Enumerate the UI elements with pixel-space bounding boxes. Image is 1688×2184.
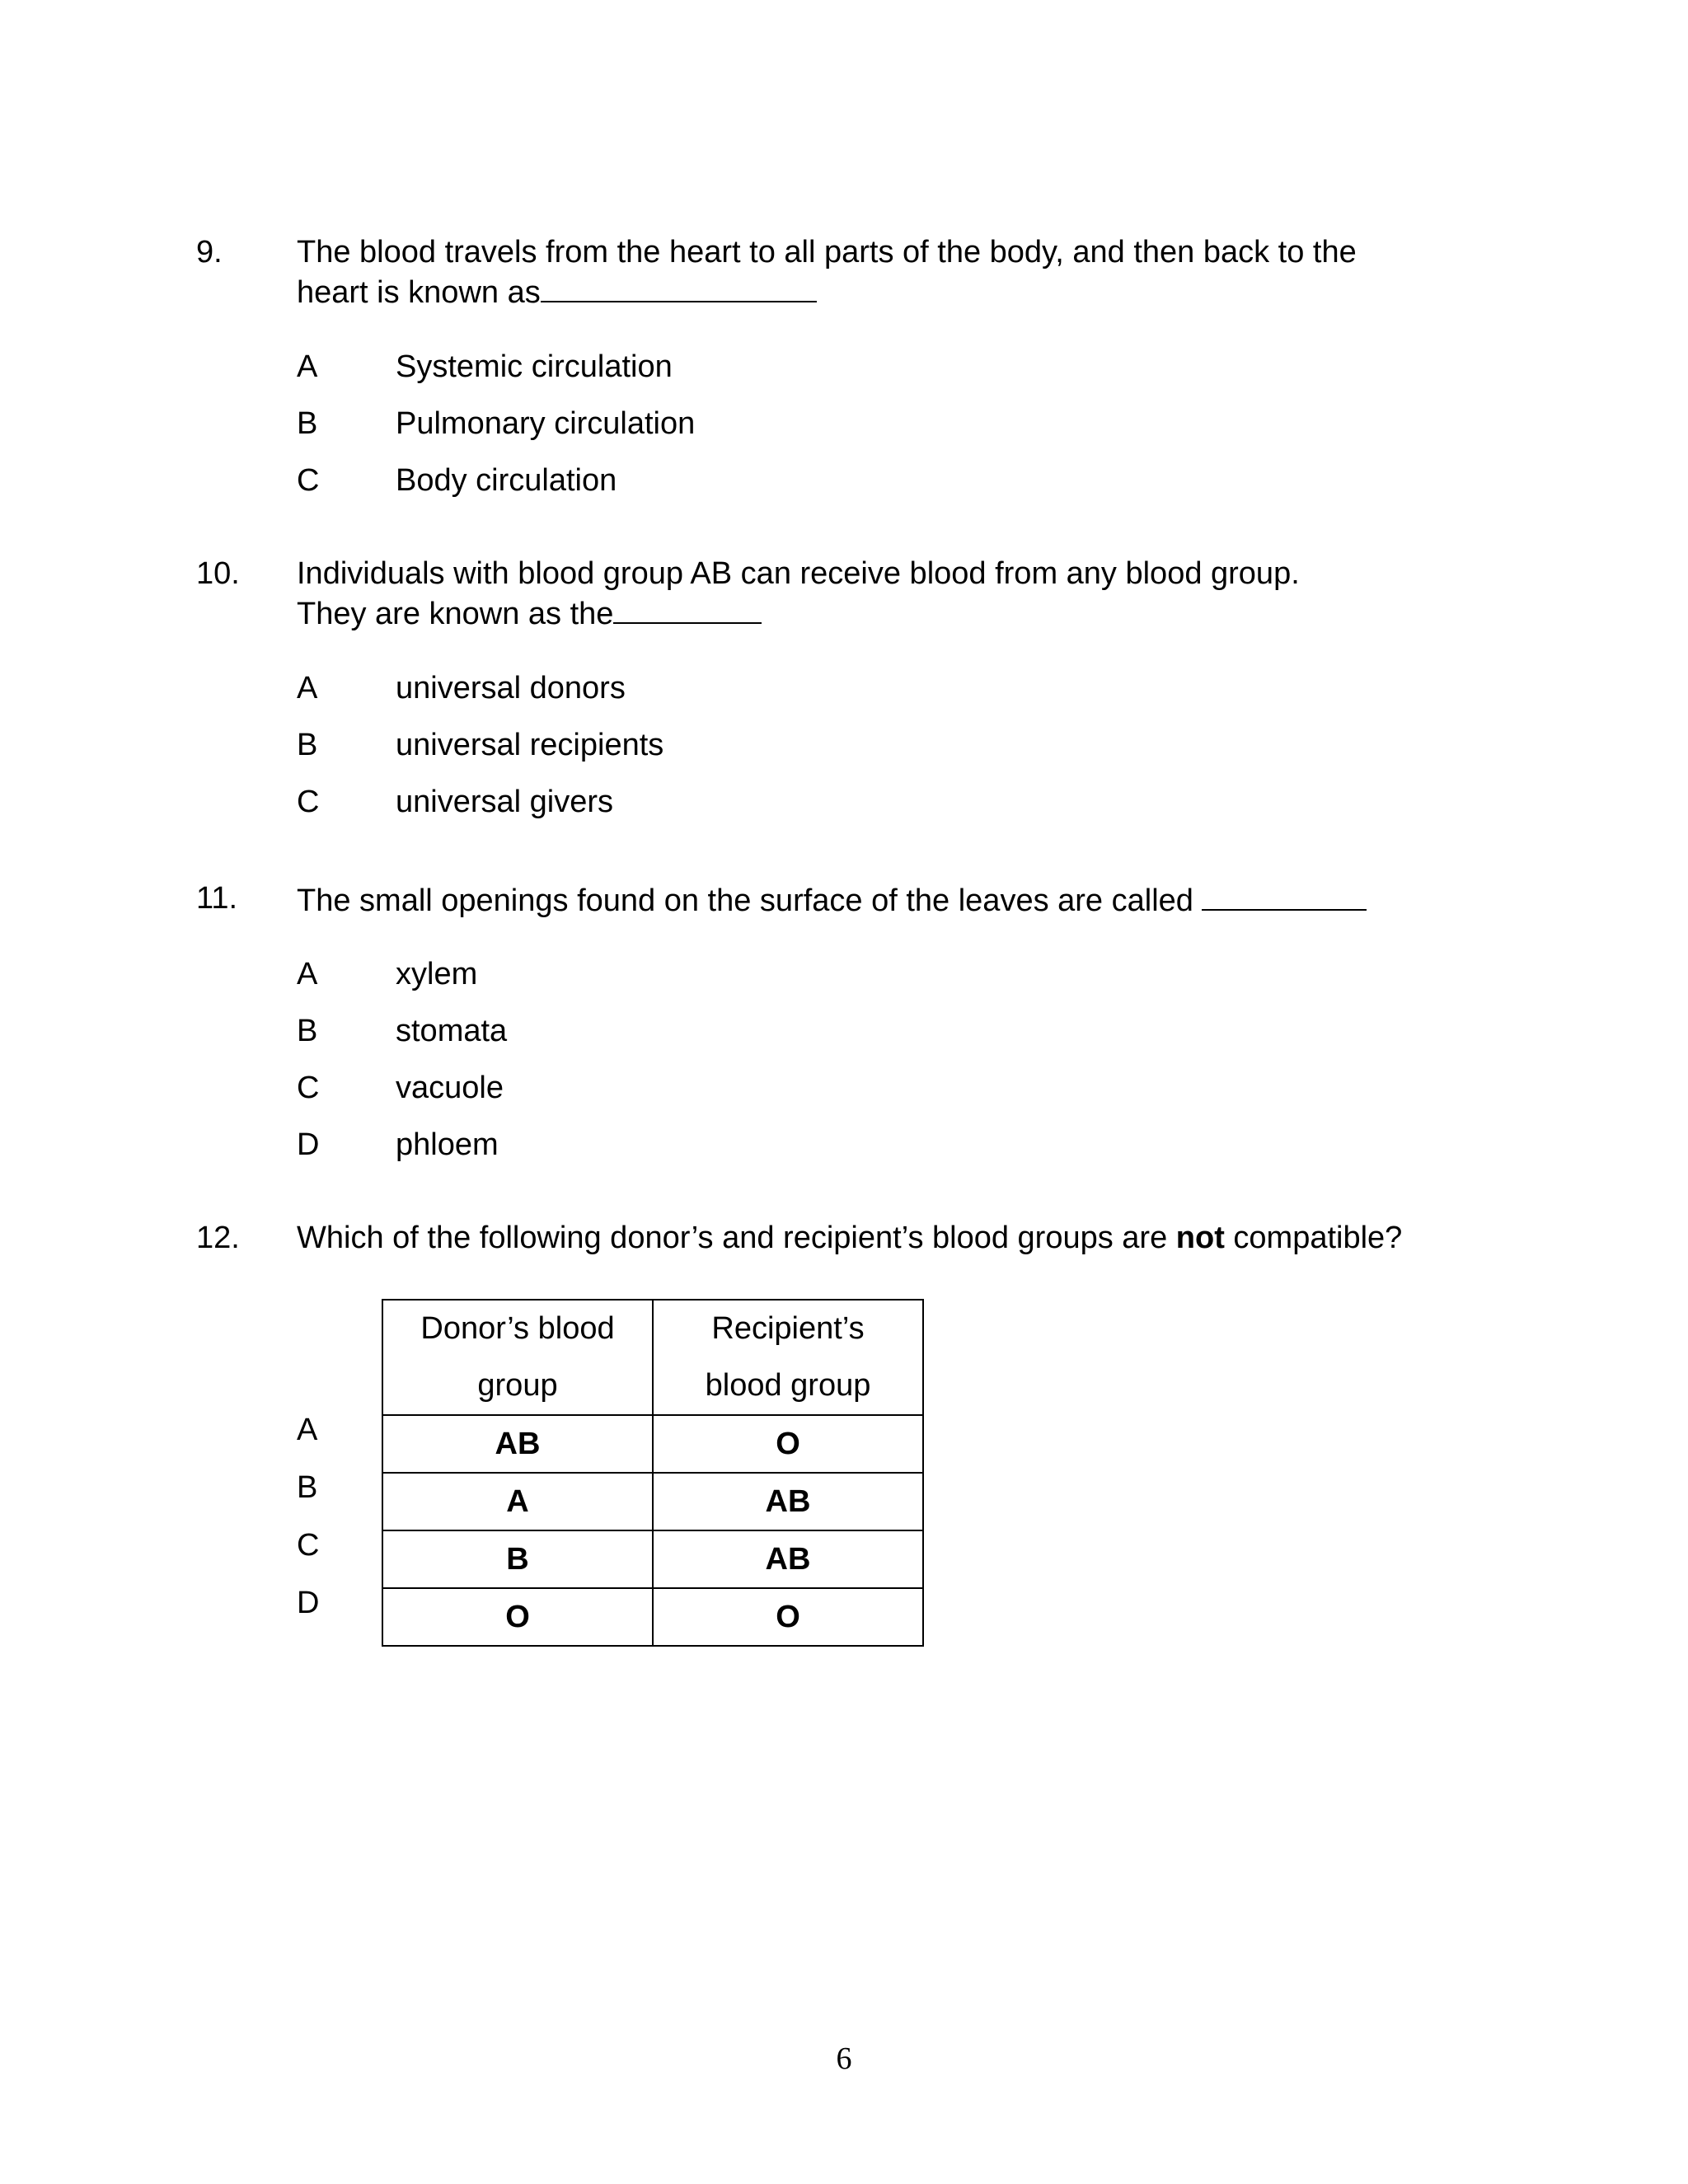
- option-text: universal donors: [396, 671, 626, 705]
- answer-blank: [1202, 879, 1367, 911]
- donor-header: [382, 1300, 653, 1415]
- donor-cell: B: [382, 1530, 653, 1588]
- option-letter: B: [297, 406, 318, 441]
- donor-header-line2: group: [477, 1368, 558, 1403]
- option-text: Body circulation: [396, 463, 617, 498]
- option-text: stomata: [396, 1014, 508, 1048]
- option-text: universal recipients: [396, 728, 664, 762]
- option-letter: B: [297, 1014, 318, 1048]
- table-row: [382, 1415, 923, 1473]
- question-12-stem-before: Which of the following donor’s and recipient’s blood groups are: [297, 1221, 1176, 1255]
- question-10-stem-line2: [297, 593, 1500, 633]
- option-letter: A: [297, 957, 318, 991]
- option-letter: A: [297, 671, 318, 705]
- page-number: 6: [836, 2041, 852, 2076]
- donor-header-line1: Donor’s blood: [420, 1311, 615, 1346]
- question-9-stem-line2: [297, 271, 1500, 312]
- option-text: vacuole: [396, 1071, 504, 1105]
- donor-cell: A: [382, 1473, 653, 1530]
- option-text: xylem: [396, 957, 478, 991]
- question-10-number: 10.: [196, 556, 240, 591]
- recipient-cell: AB: [653, 1530, 923, 1588]
- option-letter: C: [297, 785, 320, 819]
- recipient-header: [653, 1300, 923, 1415]
- question-12-number: 12.: [196, 1221, 240, 1255]
- question-12-stem: [297, 1219, 1500, 1257]
- option-letter: C: [297, 1071, 320, 1105]
- row-letter: A: [297, 1413, 318, 1447]
- recipient-header-line2: blood group: [705, 1368, 871, 1403]
- row-letter: D: [297, 1586, 320, 1620]
- question-9-stem-line2-text: heart is known as: [297, 275, 541, 310]
- blood-group-table: [382, 1299, 924, 1647]
- recipient-header-line1: Recipient’s: [711, 1311, 865, 1346]
- table-row: [382, 1530, 923, 1588]
- question-10-stem-line1: Individuals with blood group AB can receive blood from any blood group.: [297, 556, 1300, 591]
- question-11-stem-text: The small openings found on the surface of the leaves are called: [297, 883, 1193, 918]
- option-letter: B: [297, 728, 318, 762]
- question-10-stem: [297, 555, 1500, 633]
- row-letter: C: [297, 1528, 320, 1563]
- recipient-cell: O: [653, 1588, 923, 1646]
- option-text: phloem: [396, 1127, 499, 1162]
- question-12-stem-after: compatible?: [1224, 1221, 1403, 1255]
- question-10-stem-line2-text: They are known as the: [297, 597, 614, 631]
- question-11-number: 11.: [196, 881, 238, 916]
- question-9-stem: [297, 233, 1500, 312]
- option-text: Pulmonary circulation: [396, 406, 696, 441]
- option-text: universal givers: [396, 785, 613, 819]
- table-header-row: [382, 1300, 923, 1415]
- table-row: [382, 1473, 923, 1530]
- option-letter: A: [297, 349, 318, 384]
- recipient-cell: AB: [653, 1473, 923, 1530]
- question-12-stem-emphasis: not: [1175, 1221, 1225, 1255]
- option-letter: D: [297, 1127, 320, 1162]
- option-text: Systemic circulation: [396, 349, 673, 384]
- option-letter: C: [297, 463, 320, 498]
- donor-cell: AB: [382, 1415, 653, 1473]
- question-9-stem-line1: The blood travels from the heart to all parts of the body, and then back to the: [297, 235, 1357, 269]
- answer-blank: [541, 271, 817, 302]
- row-letter: B: [297, 1470, 318, 1505]
- donor-cell: O: [382, 1588, 653, 1646]
- table-row: [382, 1588, 923, 1646]
- question-11-stem: [297, 879, 1500, 920]
- answer-blank: [613, 593, 762, 624]
- recipient-cell: O: [653, 1415, 923, 1473]
- question-9-number: 9.: [196, 235, 223, 269]
